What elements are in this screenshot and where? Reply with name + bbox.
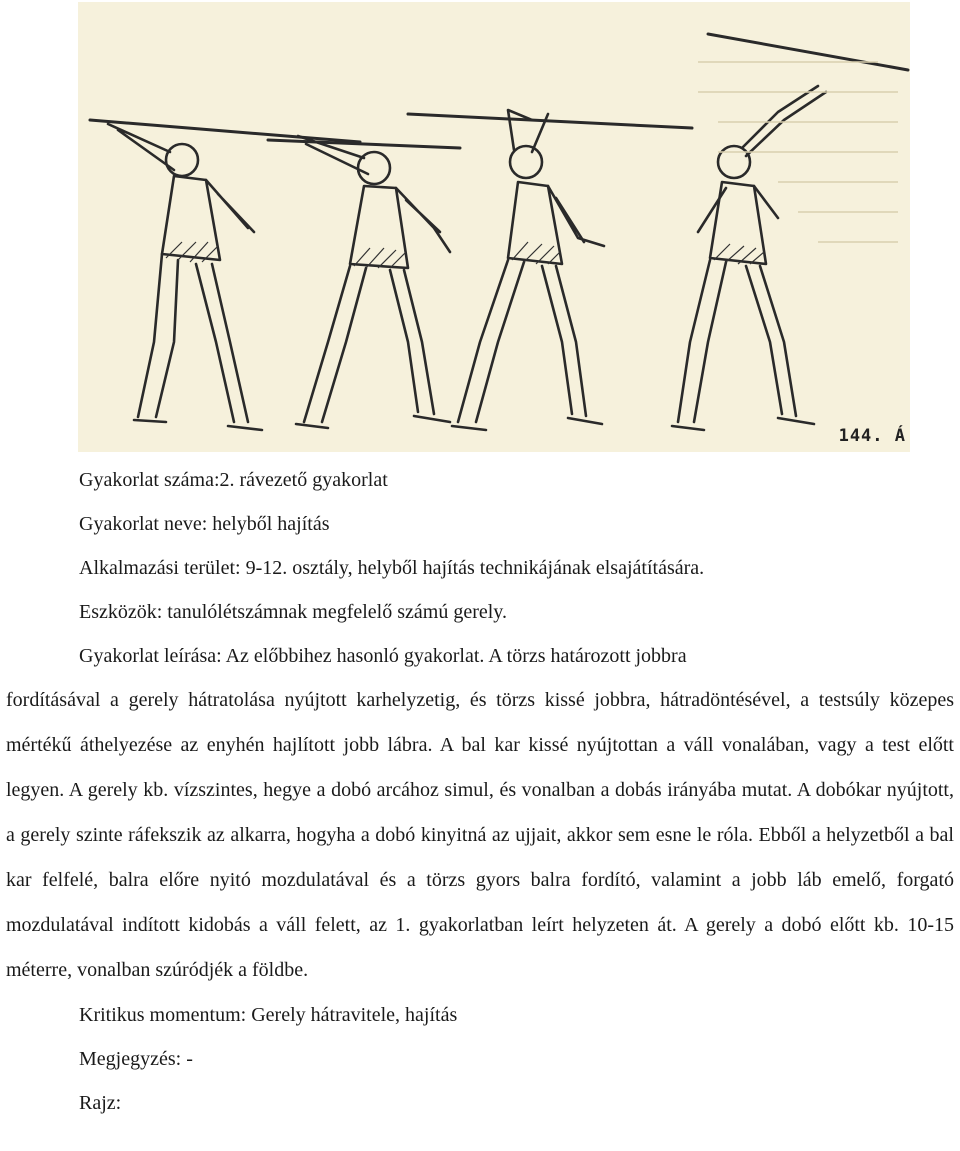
note: Megjegyzés: - (79, 1048, 193, 1070)
application-area: Alkalmazási terület: 9-12. osztály, helyből hajítás technikájának elsajátítására. (79, 557, 705, 579)
athlete-figure-2 (268, 136, 460, 428)
exercise-name: Gyakorlat neve: helyből hajítás (79, 513, 330, 535)
athlete-figure-4 (672, 34, 908, 430)
exercise-description (0, 458, 960, 1125)
critical-moment: Kritikus momentum: Gerely hátravitele, hajítás (79, 1004, 458, 1026)
javelin-throw-illustration (78, 2, 910, 452)
athlete-figure-1 (90, 120, 360, 430)
figure-number: 144. Á (838, 426, 906, 446)
drawing-label: Rajz: (79, 1092, 122, 1114)
equipment: Eszközök: tanulólétszámnak megfelelő számú gerely. (79, 601, 507, 623)
exercise-number: Gyakorlat száma:2. rávezető gyakorlat (79, 469, 388, 491)
athlete-sequence-drawing (78, 2, 910, 452)
description-body: fordításával a gerely hátratolása nyújtott karhelyzetig, és törzs kissé jobbra, hátradöntésével, a testsúly közepes mértékű áthelyezése az enyhén hajlított jobb lábra. A bal kar kissé nyújtottan a váll vonalában, vagy a test előtt legyen. A gerely kb. vízszintes, hegye a dobó arcához simul, és vonalban a dobás irányába mutat. A dobókar nyújtott, a gerely szinte ráfekszik az alkarra, hogyha a dobó kinyitná az ujjait, akkor sem esne le róla. Ebből a helyzetből a bal kar felfelé, balra előre nyitó mozdulatával és a törzs gyors balra fordító, valamint a jobb láb emelő, forgató mozdulatával indított kidobás a váll felett, az 1. gyakorlatban leírt helyzeten át. A gerely a dobó előtt kb. 10-15 méterre, vonalban szúródjék a földbe. (6, 689, 954, 981)
athlete-figure-3 (408, 110, 692, 430)
description-first-line: Gyakorlat leírása: Az előbbihez hasonló gyakorlat. A törzs határozott jobbra (79, 645, 687, 667)
